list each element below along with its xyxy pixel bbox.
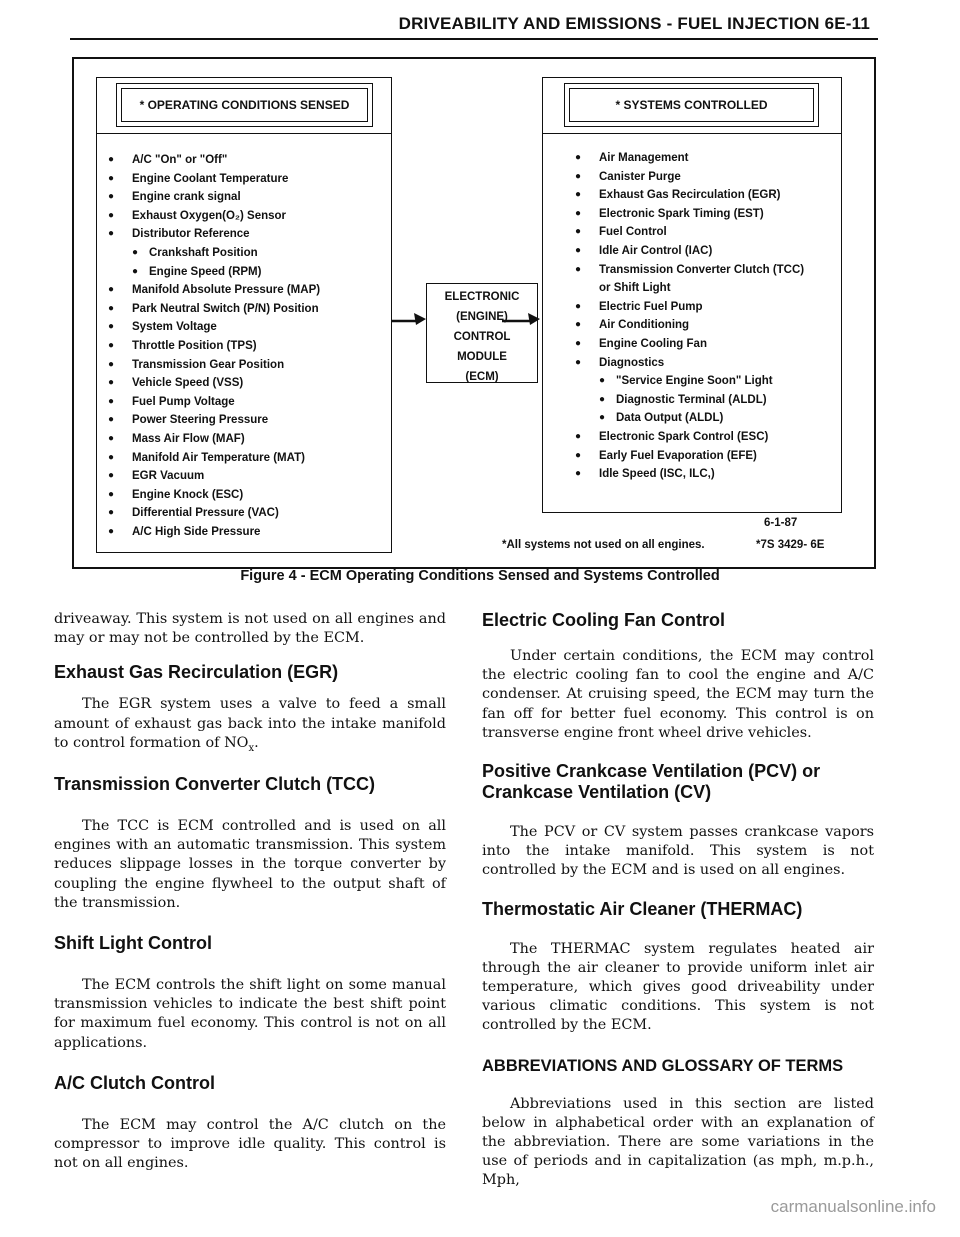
list-item-label: Fuel Control bbox=[599, 226, 667, 239]
heading-thermac: Thermostatic Air Cleaner (THERMAC) bbox=[482, 898, 803, 919]
header-rule bbox=[70, 38, 878, 40]
list-item-label: Air Management bbox=[599, 152, 689, 164]
list-item bbox=[108, 356, 320, 375]
list-item-label: Idle Air Control (IAC) bbox=[599, 244, 713, 257]
sensed-list bbox=[108, 151, 321, 541]
list-item-label: Throttle Position (TPS) bbox=[132, 339, 257, 352]
ecm-line: (ENGINE) bbox=[456, 311, 508, 323]
list-item-label: Vehicle Speed (VSS) bbox=[132, 377, 244, 390]
heading-ac: A/C Clutch Control bbox=[54, 1072, 215, 1093]
list-item-label: "Service Engine Soon" Light bbox=[616, 375, 773, 388]
bullet-icon: ● bbox=[108, 154, 115, 165]
bullet-icon: ● bbox=[575, 244, 582, 256]
bullet-icon: ● bbox=[575, 170, 582, 182]
bullet-icon: ● bbox=[108, 191, 115, 203]
list-item-label: Manifold Absolute Pressure (MAP) bbox=[132, 284, 321, 297]
list-item bbox=[108, 411, 320, 430]
ecm-line: ELECTRONIC bbox=[444, 291, 520, 303]
bullet-icon: ● bbox=[575, 449, 582, 461]
list-item bbox=[108, 188, 320, 207]
list-item bbox=[575, 149, 804, 168]
list-item bbox=[575, 354, 804, 373]
input-arrow bbox=[392, 305, 430, 329]
bullet-icon: ● bbox=[108, 209, 115, 221]
list-item-label: Power Steering Pressure bbox=[132, 414, 269, 427]
bullet-icon: ● bbox=[108, 507, 115, 519]
list-item bbox=[599, 279, 804, 298]
ecm-box bbox=[426, 283, 538, 383]
list-item bbox=[575, 447, 804, 466]
bullet-icon: ● bbox=[108, 432, 115, 444]
list-item-label: System Voltage bbox=[132, 321, 217, 334]
list-item-label: Diagnostic Terminal (ALDL) bbox=[616, 393, 767, 406]
bullet-icon: ● bbox=[108, 488, 115, 500]
figure-caption: Figure 4 - ECM Operating Conditions Sensed and Systems Controlled bbox=[240, 568, 720, 584]
list-item bbox=[575, 242, 804, 261]
list-item-label: EGR Vacuum bbox=[132, 470, 205, 483]
bullet-icon: ● bbox=[132, 265, 139, 277]
heading-pcv: Positive Crankcase Ventilation (PCV) or Crankcase Ventilation (CV) bbox=[482, 761, 821, 803]
list-item bbox=[575, 316, 804, 335]
list-item-label: Diagnostics bbox=[599, 356, 665, 369]
list-item bbox=[108, 151, 320, 170]
list-item bbox=[108, 207, 320, 226]
list-item bbox=[575, 261, 805, 280]
bullet-icon: ● bbox=[575, 337, 582, 349]
ecm-line: CONTROL bbox=[453, 331, 511, 343]
figure-footnote: *All systems not used on all engines. bbox=[502, 539, 705, 551]
bullet-icon: ● bbox=[108, 451, 115, 463]
bullet-icon: ● bbox=[108, 228, 115, 240]
figure-code-number: *7S 3429- 6E bbox=[756, 539, 825, 551]
list-item bbox=[575, 205, 804, 224]
list-item bbox=[575, 186, 804, 205]
right-column bbox=[482, 610, 874, 1205]
heading-egr: Exhaust Gas Recirculation (EGR) bbox=[54, 662, 339, 683]
list-item-label: Fuel Pump Voltage bbox=[132, 395, 235, 408]
paragraph-egr: The EGR system uses a valve to feed a small amount of exhaust gas back into the intake manifold to control formation of $NO_x$. bbox=[54, 696, 446, 754]
ecm-line: MODULE bbox=[457, 351, 507, 363]
list-item-label: Distributor Reference bbox=[132, 228, 250, 241]
figure-code-date: 6-1-87 bbox=[764, 517, 798, 529]
bullet-icon: ● bbox=[575, 468, 582, 480]
list-item bbox=[108, 281, 321, 300]
list-item bbox=[575, 223, 804, 242]
bullet-icon: ● bbox=[108, 377, 115, 389]
heading-shift: Shift Light Control bbox=[54, 932, 212, 953]
list-item bbox=[108, 318, 320, 337]
controlled-list bbox=[575, 149, 805, 484]
paragraph-tcc: The TCC is ECM controlled and is used on all engines with an automatic transmission. This system reduces slippage losses in the torque converter by coupling the engine flywheel to the output shaft of the transmission. bbox=[54, 817, 446, 911]
list-item-label: Differential Pressure (VAC) bbox=[132, 507, 279, 520]
list-item-label: Idle Speed (ISC, ILC,) bbox=[599, 468, 715, 481]
paragraph-shift: The ECM controls the shift light on some manual transmission vehicles to indicate the best shift point for maximum fuel economy. This control is not on all applications. bbox=[54, 976, 446, 1051]
page-header: DRIVEABILITY AND EMISSIONS - FUEL INJECTION 6E-11 bbox=[398, 14, 870, 33]
bullet-icon: ● bbox=[575, 356, 582, 368]
bullet-icon: ● bbox=[575, 319, 582, 331]
paragraph-fan: Under certain conditions, the ECM may control the electric cooling fan to cool the engine and A/C condenser. At cruising speed, the ECM may turn the fan off for better fuel economy. This control is on transverse engine front wheel drive vehicles. bbox=[482, 648, 874, 741]
list-item bbox=[599, 409, 804, 428]
bullet-icon: ● bbox=[575, 430, 582, 442]
list-item-label: Early Fuel Evaporation (EFE) bbox=[599, 449, 757, 462]
bullet-icon: ● bbox=[108, 525, 115, 537]
bullet-icon: ● bbox=[108, 470, 115, 482]
list-item bbox=[599, 391, 804, 410]
list-item-label: A/C "On" or "Off" bbox=[132, 154, 228, 166]
list-item bbox=[132, 263, 320, 282]
left-column bbox=[54, 610, 446, 1187]
list-item-label: Manifold Air Temperature (MAT) bbox=[132, 451, 305, 464]
list-item bbox=[108, 225, 320, 244]
list-item-label: A/C High Side Pressure bbox=[132, 525, 261, 538]
bullet-icon: ● bbox=[575, 207, 582, 219]
list-item-label: Electric Fuel Pump bbox=[599, 300, 703, 313]
bullet-icon: ● bbox=[108, 321, 115, 333]
list-item bbox=[575, 428, 804, 447]
bullet-icon: ● bbox=[575, 300, 582, 312]
list-item bbox=[575, 465, 804, 484]
list-item bbox=[108, 337, 320, 356]
list-item-label: Exhaust Oxygen(O₂) Sensor bbox=[132, 209, 287, 222]
list-item-label: Electronic Spark Timing (EST) bbox=[599, 207, 764, 220]
list-item-label: Engine crank signal bbox=[132, 191, 241, 204]
list-item-label: Mass Air Flow (MAF) bbox=[132, 432, 245, 445]
list-item bbox=[575, 298, 804, 317]
list-item bbox=[108, 430, 320, 449]
list-item-label: Crankshaft Position bbox=[149, 246, 258, 259]
bullet-icon: ● bbox=[575, 263, 582, 275]
bullet-icon: ● bbox=[132, 246, 139, 258]
paragraph-pcv: The PCV or CV system passes crankcase vapors into the intake manifold. This system is not controlled by the ECM and is used on all engines. bbox=[482, 824, 874, 879]
ecm-line: (ECM) bbox=[465, 371, 499, 383]
list-item bbox=[108, 449, 320, 468]
list-item bbox=[108, 300, 320, 319]
list-item-label: Data Output (ALDL) bbox=[616, 412, 724, 425]
paragraph: driveaway. This system is not used on all engines and may or may not be controlled by the ECM. bbox=[54, 611, 446, 647]
list-item bbox=[108, 486, 320, 505]
list-item bbox=[575, 168, 804, 187]
list-item-label: Canister Purge bbox=[599, 170, 681, 183]
bullet-icon: ● bbox=[108, 339, 115, 351]
list-item bbox=[108, 170, 320, 189]
list-item-label: Engine Cooling Fan bbox=[599, 337, 707, 350]
list-item-label: Air Conditioning bbox=[599, 319, 690, 332]
list-item-label: Engine Knock (ESC) bbox=[132, 488, 244, 501]
paragraph-ac: The ECM may control the A/C clutch on the compressor to improve idle quality. This control is not on all engines. bbox=[54, 1116, 446, 1172]
bullet-icon: ● bbox=[108, 358, 115, 370]
bullet-icon: ● bbox=[599, 375, 606, 387]
paragraph-abbreviations: Abbreviations used in this section are listed below in alphabetical order with an explanation of the abbreviation. There are some variations in the use of periods and in capitalization (as mph, m.p.h., Mph, bbox=[482, 1095, 874, 1189]
bullet-icon: ● bbox=[108, 414, 115, 426]
heading-abbreviations: ABBREVIATIONS AND GLOSSARY OF TERMS bbox=[482, 1056, 844, 1075]
list-item-label: Electronic Spark Control (ESC) bbox=[599, 430, 769, 443]
heading-tcc: Transmission Converter Clutch (TCC) bbox=[54, 773, 376, 794]
bullet-icon: ● bbox=[108, 395, 115, 407]
list-item bbox=[108, 374, 320, 393]
list-item-label: Engine Coolant Temperature bbox=[132, 172, 289, 185]
list-item-label: or Shift Light bbox=[599, 282, 671, 295]
bullet-icon: ● bbox=[108, 302, 115, 314]
bullet-icon: ● bbox=[108, 284, 115, 296]
paragraph-thermac: The THERMAC system regulates heated air through the air cleaner to provide uniform inlet air temperature, which gives good driveability under various climatic conditions. This system is not controlled by the ECM. bbox=[482, 940, 874, 1034]
list-item-label: Transmission Gear Position bbox=[132, 358, 285, 371]
bullet-icon: ● bbox=[575, 189, 582, 201]
list-item-label: Transmission Converter Clutch (TCC) bbox=[599, 263, 805, 276]
list-item bbox=[575, 335, 804, 354]
bullet-icon: ● bbox=[575, 226, 582, 238]
watermark: carmanualsonline.info bbox=[770, 1197, 936, 1216]
list-item-label: Park Neutral Switch (P/N) Position bbox=[132, 302, 319, 315]
list-item bbox=[108, 467, 320, 486]
bullet-icon: ● bbox=[108, 172, 115, 184]
list-item-label: Engine Speed (RPM) bbox=[149, 265, 262, 278]
list-item-label: Exhaust Gas Recirculation (EGR) bbox=[599, 189, 781, 202]
list-item bbox=[108, 523, 320, 542]
list-item bbox=[132, 244, 320, 263]
bullet-icon: ● bbox=[599, 412, 606, 424]
list-item bbox=[108, 393, 320, 412]
heading-fan: Electric Cooling Fan Control bbox=[482, 610, 726, 630]
list-item bbox=[599, 372, 804, 391]
controlled-title: * SYSTEMS CONTROLLED bbox=[569, 88, 814, 122]
sensed-title: * OPERATING CONDITIONS SENSED bbox=[121, 88, 368, 122]
bullet-icon: ● bbox=[575, 152, 582, 163]
list-item bbox=[108, 504, 320, 523]
bullet-icon: ● bbox=[599, 393, 606, 405]
